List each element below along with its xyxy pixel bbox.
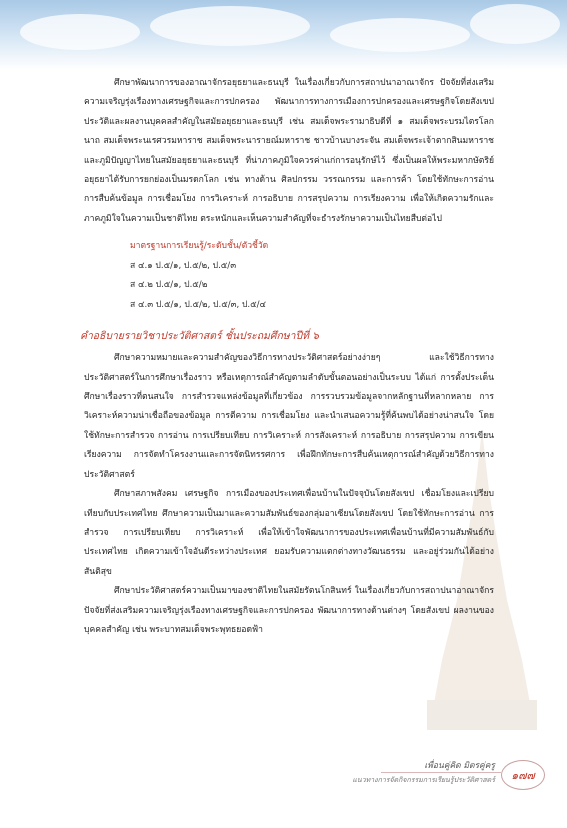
page-content bbox=[80, 74, 494, 640]
footer-title: เพื่อนคู่คิด มิตรคู่ครู bbox=[424, 761, 495, 771]
page-footer bbox=[305, 758, 545, 808]
paragraph bbox=[84, 582, 494, 640]
paragraph bbox=[84, 74, 494, 229]
footer-divider bbox=[381, 772, 501, 773]
standards-line: ส ๔.๑ ป.๕/๑, ป.๕/๒, ป.๕/๓ bbox=[130, 260, 237, 271]
page-number: ๑๗๗ bbox=[501, 760, 545, 790]
paragraph bbox=[84, 485, 494, 582]
paragraph-text: ศึกษาพัฒนาการของอาณาจักรอยุธยาและธนบุรี ในเรื่องเกี่ยวกับการสถาปนาอาณาจักร ปัจจัยที่ส่งเสริมความเจริญรุ่งเรืองทางเศรษฐกิจและการปกครอง พัฒนาการทางการเมืองการปกครองและเศรษฐกิจโดยสังเขป ประวัติและผลงานบุคคลสำคัญในสมัยอยุธยาและธนบุรี เช่น สมเด็จพระรามาธิบดีที่ ๑ สมเด็จพระบรมไตรโลกนาถ สมเด็จพระนเรศวรมหาราช สมเด็จพระนารายณ์มหาราช ชาวบ้านบางระจัน สมเด็จพระเจ้าตากสินมหาราช และภูมิปัญญาไทยในสมัยอยุธยาและธนบุรี ที่น่าภาคภูมิใจควรค่าแก่การอนุรักษ์ไว้ ซึ่งเป็นผลให้พระมหากษัตริย์อยุธยาได้รับการยกย่องเป็นมรดกโลก เช่น ทางด้าน ศิลปกรรม วรรณกรรม และการค้า โดยใช้ทักษะการอ่าน การสืบค้นข้อมูล การเชื่อมโยง การวิเคราะห์ การอธิบาย การสรุปความ การเรียงความ เพื่อให้เกิดความรักและภาคภูมิใจในความเป็นชาติไทย ตระหนักและเห็นความสำคัญที่จะธำรงรักษาความเป็นไทยสืบต่อไป bbox=[84, 78, 494, 224]
paragraph-text: ศึกษาสภาพสังคม เศรษฐกิจ การเมืองของประเทศเพื่อนบ้านในปัจจุบันโดยสังเขป เชื่อมโยงและเปรียบเทียบกับประเทศไทย ศึกษาความเป็นมาและความสัมพันธ์ของกลุ่มอาเซียนโดยสังเขป โดยใช้ทักษะการอ่าน การสำรวจ การเปรียบเทียบ การวิเคราะห์ เพื่อให้เข้าใจพัฒนาการของประเทศเพื่อนบ้านที่มีความสัมพันธ์กับประเทศไทย เกิดความเข้าใจอันดีระหว่างประเทศ ยอมรับความแตกต่างทางวัฒนธรรม และอยู่ร่วมกันได้อย่างสันติสุข bbox=[84, 489, 494, 577]
cloud-decoration bbox=[330, 18, 470, 52]
paragraph-text: ศึกษาความหมายและความสำคัญของวิธีการทางประวัติศาสตร์อย่างง่ายๆ และใช้วิธีการทางประวัติศาสตร์ในการศึกษาเรื่องราว หรือเหตุการณ์สำคัญตามลำดับขั้นตอนอย่างเป็นระบบ ได้แก่ การตั้งประเด็นศึกษาเรื่องราวที่ตนสนใจ การสำรวจแหล่งข้อมูลที่เกี่ยวข้อง การรวบรวมข้อมูลจากหลักฐานที่หลากหลาย การวิเคราะห์ความน่าเชื่อถือของข้อมูล การตีความ การเชื่อมโยง และนำเสนอความรู้ที่ค้นพบได้อย่างน่าสนใจ โดยใช้ทักษะการสำรวจ การอ่าน การเปรียบเทียบ การวิเคราะห์ การสังเคราะห์ การอธิบาย การสรุปความ การเขียนเรียงความ การจัดทำโครงงานและการจัดนิทรรศการ เพื่อฝึกทักษะการสืบค้นเหตุการณ์สำคัญด้วยวิธีการทางประวัติศาสตร์ bbox=[84, 353, 494, 480]
standards-line: ส ๔.๓ ป.๕/๑, ป.๕/๒, ป.๕/๓, ป.๕/๔ bbox=[130, 299, 267, 310]
standards-line: ส ๔.๒ ป.๕/๑, ป.๕/๒ bbox=[130, 280, 208, 291]
sky-banner bbox=[0, 0, 567, 70]
paragraph-text: ศึกษาประวัติศาสตร์ความเป็นมาของชาติไทยในสมัยรัตนโกสินทร์ ในเรื่องเกี่ยวกับการสถาปนาอาณาจักร ปัจจัยที่ส่งเสริมความเจริญรุ่งเรืองทางเศรษฐกิจและการปกครอง พัฒนาการทางด้านต่างๆ โดยสังเขป ผลงานของบุคคลสำคัญ เช่น พระบาทสมเด็จพระพุทธยอดฟ้า bbox=[84, 586, 494, 635]
footer-subtitle: แนวทางการจัดกิจกรรมการเรียนรู้ประวัติศาสตร์ bbox=[352, 776, 495, 784]
standards-block bbox=[130, 237, 494, 315]
paragraph bbox=[84, 349, 494, 485]
cloud-decoration bbox=[20, 14, 140, 50]
cloud-decoration bbox=[470, 4, 560, 44]
standards-title: มาตรฐานการเรียนรู้/ระดับชั้น/ตัวชี้วัด bbox=[130, 241, 269, 252]
cloud-decoration bbox=[150, 6, 310, 46]
section-heading: คำอธิบายรายวิชาประวัติศาสตร์ ชั้นประถมศึกษาปีที่ ๖ bbox=[80, 330, 319, 343]
